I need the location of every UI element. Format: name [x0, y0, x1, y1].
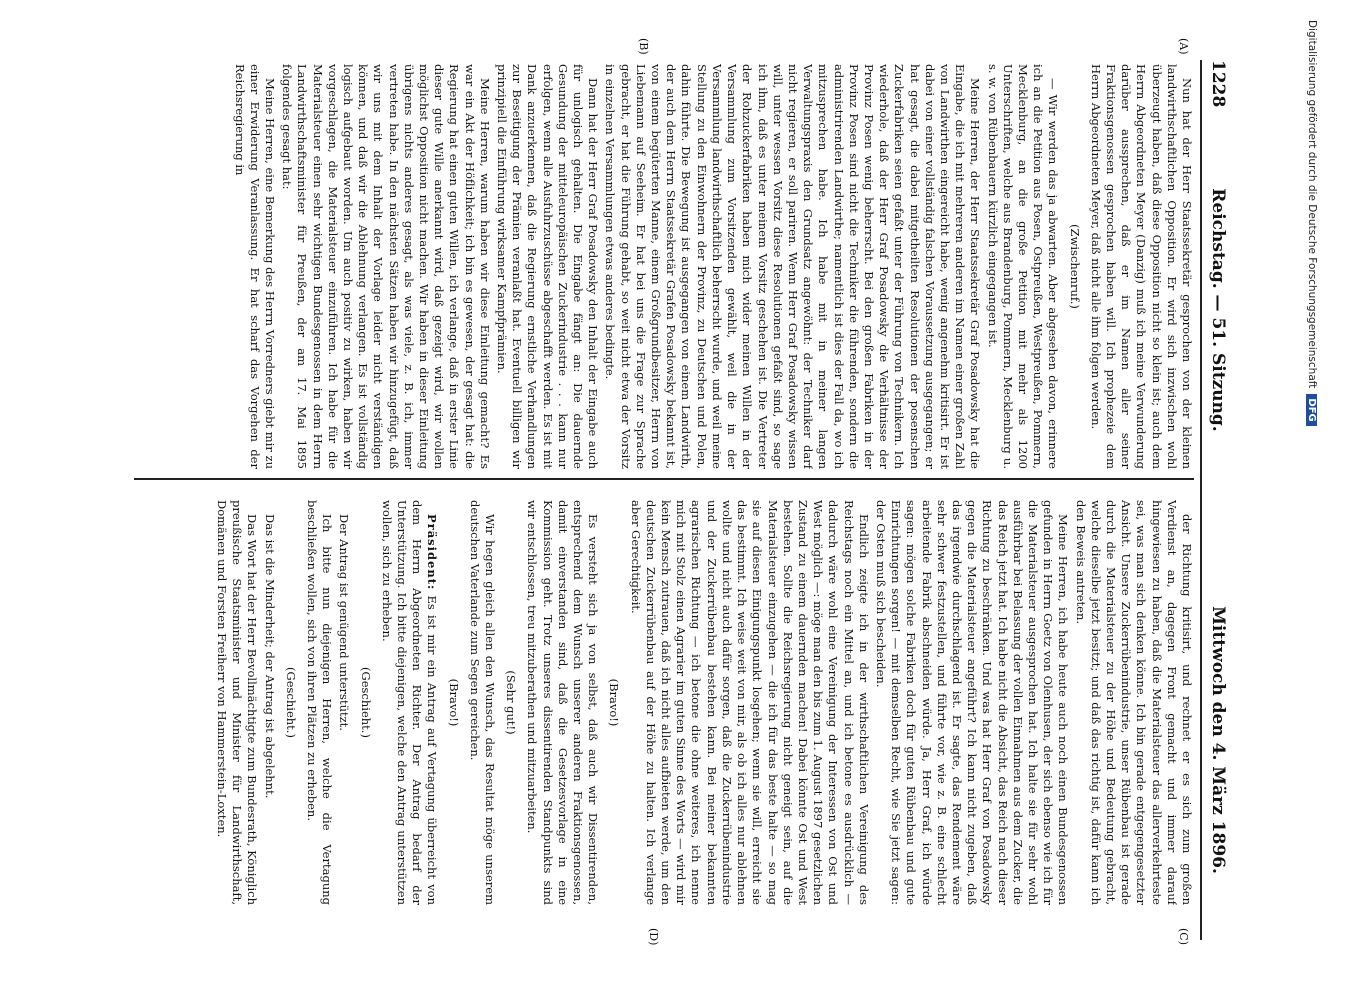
paragraph: Es versteht sich ja von selbst, daß auch wir Dissentirenden, entsprechend dem Wunsch unserer anderen Fraktionsgenossen, damit einverstanden sind, daß die Gesetzesvorlage in eine Kommission geht. Trotz unseres dissentirenden Standpunkts sind wir entschlossen, treu mitzuberathen und mitzuarbeiten. — [525, 500, 601, 905]
header-right-title: Mittwoch den 4. März 1896. — [1208, 606, 1228, 874]
digitization-credit — [1296, 20, 1318, 980]
paragraph: Meine Herren, ich habe heute auch noch einen Bundesgenossen gefunden in Herrn Goetz von Olenhusen, der sich ebenso wie ich für die Materialsteuer ausgesprochen hat. Ich halte sie für sehr wohl ausführbar bei Belassung der vollen Einnahmen aus dem Zucker, die das Reich jetzt hat. Ich habe nicht die Absicht, das Reich nach dieser Richtung zu beschränken. Und was hat Herr Graf von Posadowsky gegen die Materialsteuer angeführt? Ich kann nicht zugeben, daß das irgendwie durchschlagend ist. Er sagte, das Rendement wäre sehr schwer festzustellen, und führte vor, wie z. B. eine schlecht arbeitende Fabrik abschneiden würde. Ja, Herr Graf, ich würde sagen: mögen solche Fabriken doch für guten Rübenbau und gute Einrichtungen sorgen! — mit demselben Recht, wie Sie jetzt sagen: der Osten muß sich bescheiden. — [873, 500, 1071, 905]
interjection: (Geschieht.) — [283, 667, 298, 738]
margin-mark-c: (C) — [1177, 928, 1190, 945]
margin-mark-d: (D) — [647, 928, 660, 946]
header-left-title: Reichstag. — 51. Sitzung. — [1208, 188, 1228, 432]
paragraph: Meine Herren, der Herr Staatssekretär Graf Posadowsky hat die Eingabe, die ich mit mehreren anderen im Namen einer großen Zahl von Landwirthen eingereicht habe, wenig angenehm kritisirt. Er ist dabei von einer vollständig falschen Voraussetzung ausgegangen; er hat gesagt, die dabei mitgetheilten Resolutionen der posenschen Zuckerfabriken seien gefaßt unter der Führung von Technikern. Ich wiederhole, daß der Herr Graf Posadowsky die Verhältnisse der Provinz Posen wenig beherrscht. Bei den großen Fabriken in der Provinz Posen sind nicht die Techniker die führenden, sondern die administrirenden Landwirthe; namentlich ist dies der Fall da, wo ich mitzusprechen habe. Ich habe mit in meiner langen Verwaltungspraxis den Grundsatz angewöhnt: der Techniker darf nicht regieren, er soll pariren. Wenn Herr Graf Posadowsky wissen will, unter wessen Vorsitz diese Resolutionen gefaßt sind, so sage ich ihm, daß es unter meinem Vorsitz geschehen ist. Die Vertreter der Rohzuckerfabriken haben mich wider meinen Willen in der Versammlung zum Vorsitzenden gewählt, weil die in der Versammlung landwirthschaftlich beherrscht wurde, und weil meine Stellung zu den Einwohnern der Provinz, zu Deutschen und Polen, dahin führte. Die Bewegung ist ausgegangen von einem Landwirth, der auch dem Herrn Staatssekretär Grafen Posadowsky bekannt ist, von einem begüterten Manne, einem Großgrundbesitzer, Herrn von Liebemann auf Seeheim. Er hat bei uns die Frage zur Sprache gebracht, er hat die Führung gehabt, so weit nicht etwa der Vorsitz in einzelnen Versammlungen etwas anderes bedingte. — [603, 64, 983, 469]
interjection: (Sehr gut!) — [504, 670, 519, 735]
paragraph: Meine Herren, eine Bemerkung des Herrn Vorredners giebt mir zu einer Erwiderung Veranlassung. Er hat scharf das Vorgehen der Reichsregierung in — [232, 64, 278, 469]
interjection: (Zwischenruf.) — [1067, 224, 1082, 309]
margin-mark-a: (A) — [1177, 38, 1190, 55]
column-divider — [134, 478, 1194, 480]
page-header — [1202, 60, 1232, 960]
paragraph: Dann hat der Herr Graf Posadowsky den Inhalt der Eingabe auch für unlogisch gehalten. Die Eingabe fängt an: Die dauernde Gesundung der mitteleuropäischen Zuckerindustrie . . . kann nur erfolgen, wenn alle Ausfuhrzuschüsse abgeschafft werden. Es ist mit Dank anzuerkennen, daß die Regierung ernstliche Verhandlungen zur Beseitigung der Prämien veranlaßt hat. Eventuell billigen wir prinzipiell die Einführung wirksamer Kampfprämien. — [495, 64, 601, 469]
margin-mark-b: (B) — [637, 38, 650, 55]
paragraph: Das Wort hat der Herr Bevollmächtigte zum Bundesrath, Königlich preußische Staatsminister und Minister für Landwirthschaft, Domänen und Forsten Freiherr von Hammerstein-Loxten. — [215, 500, 260, 905]
paragraph — [379, 500, 440, 905]
paragraph: Nun hat der Herr Staatssekretär gesprochen von der kleinen landwirthschaftlichen Opposition. Er wird sich inzwischen wohl überzeugt haben, daß diese Opposition nicht so klein ist; auch dem Herrn Abgeordneten Meyer (Danzig) muß ich meine Verwunderung darüber aussprechen, daß er im Namen aller seiner Fraktionsgenossen gesprochen haben will. Ich prophezeie dem Herrn Abgeordneten Meyer, daß nicht alle ihm folgen werden. — [1088, 64, 1194, 469]
interjection: (Bravo!) — [607, 678, 622, 727]
speaker-label: Präsident: — [425, 514, 440, 591]
paragraph: — Wir werden das ja abwarten. Aber abgesehen davon, erinnere ich an die Petition aus Posen, Ostpreußen, Westpreußen, Pommern, Mecklenburg, an die große Petition mit mehr als 1200 Unterschriften, welche aus Brandenburg, Pommern, Mecklenburg u. s. w. von Rübenbauern kürzlich eingegangen ist. — [985, 64, 1061, 469]
page-number: 1228 — [1208, 60, 1228, 108]
paragraph: Endlich zeigte ich in der wirthschaftlichen Vereinigung des Reichstags noch ein Mittel an, und ich betone es ausdrücklich — dadurch wäre wohl eine Vereinigung der Interessen von Ost und West möglich —: möge man den bis zum 1. August 1897 gesetzlichen Zustand zu einem dauernden machen! Dabei könnte Ost und West bestehen. Sollte die Reichsregierung nicht geneigt sein, auf die Materialsteuer einzugehen — die ich für das beste halte — so mag sie auf diesen Einigungspunkt losgehen; wenn sie will, erreicht sie das bestimmt. Ich weise weit von mir, als ob ich alles nur ablehnen wollte und nicht auch dafür sorgen, daß die Zuckerrübenindustrie und der Zuckerrübenbau bestehen kann. Bei meiner bekannten agrarischen Richtung — ich betone die ohne weiteres, ich nenne mich mit Stolz einen Agrarier im guten Sinne des Worts — wird mir kein Mensch zutrauen, daß ich nicht alles aufbieten werde, um den deutschen Zuckerrübenbau auf der Höhe zu halten. Ich verlange aber Gerechtigkeit. — [628, 500, 871, 905]
header-rule — [1200, 60, 1202, 940]
paragraph: Wir hegen gleich allen den Wunsch, das Resultat möge unserem deutschen Vaterlande zum Segen gereichen. — [467, 500, 498, 905]
interjection: (Geschieht.) — [358, 667, 373, 738]
paragraph: Das ist die Minderheit; der Antrag ist abgelehnt. — [262, 514, 277, 799]
paragraph: Meine Herren, warum haben wir diese Einleitung gemacht? Es war ein Akt der Höflichkeit; ich bin es gewesen, der gesagt hat: die Regierung hat einen guten Willen, ich verlange, daß in erster Linie dieser gute Wille anerkannt wird, daß gezeigt wird, wir wollen möglichst Opposition nicht machen. Wir haben in dieser Einleitung übrigens nichts anderes gesagt, als was viele, z. B. ich, immer vertreten habe. In den nächsten Sätzen haben wir hinzugefügt, daß wir uns mit dem Inhalt der Vorlage leider nicht verständigen können, und daß wir die Ablehnung verlangen. Es ist vollständig logisch aufgebaut worden. Um auch positiv zu wirken, haben wir vorgeschlagen, die Materialsteuer einzuführen. Ich habe für die Materialsteuer einen sehr wichtigen Bundesgenossen in dem Herrn Landwirthschaftsminister für Preußen, der am 17. Mai 1895 folgendes gesagt hat: — [280, 64, 492, 469]
paragraph: der Richtung kritisirt, und rechnet er es sich zum großen Verdienst an, dagegen Front gemacht und immer darauf hingewiesen zu haben, daß die Materialsteuer das allerverkehrteste sei, was man sich denken könne. Ich bin gerade entgegengesetzter Ansicht. Unsere Zuckerrübenindustrie, unser Rübenbau ist gerade durch die Materialsteuer zu der Höhe und Bedeutung gebracht, welche dieselbe jetzt besitzt; und daß das richtig ist, dafür kann ich den Beweis antreten. — [1073, 500, 1194, 905]
text-column-left — [114, 64, 1194, 469]
dfg-logo: DFG — [1306, 394, 1317, 425]
credit-text: Digitalisierung gefördert durch die Deutsche Forschungsgemeinschaft — [1306, 20, 1318, 389]
text-column-right — [114, 500, 1194, 905]
paragraph: Der Antrag ist genügend unterstützt. — [337, 514, 352, 731]
paragraph: Ich bitte nun diejenigen Herren, welche die Vertagung beschließen wollen, sich von ihren Plätzen zu erheben. — [305, 500, 335, 905]
paragraph-text: Es ist mir ein Antrag auf Vertagung überreicht von dem Herrn Abgeordneten Richter. Der Antrag bedarf der Unterstützung. Ich bitte diejenigen, welche den Antrag unterstützen wollen, sich zu erheben. — [379, 500, 440, 905]
interjection: (Bravo!) — [446, 678, 461, 727]
